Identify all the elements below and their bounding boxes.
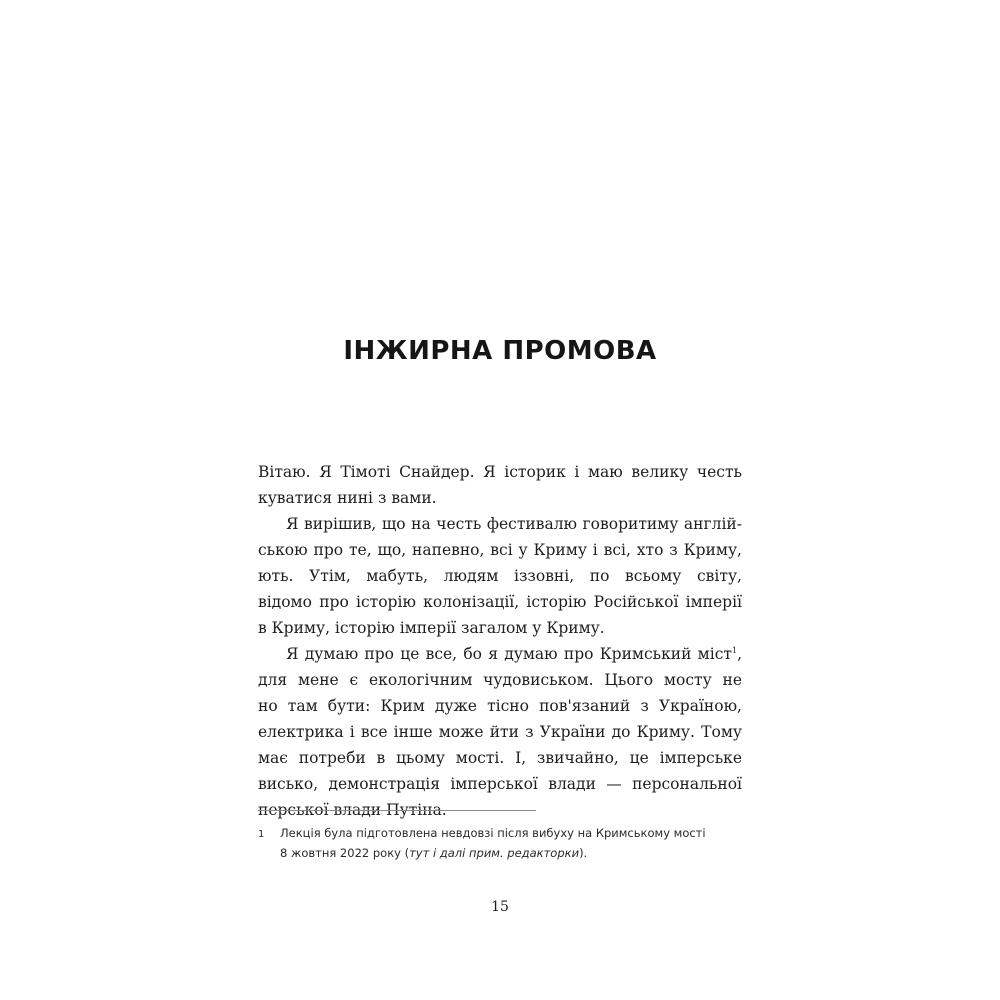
footnote-text-1: Лекція була підготовлена невдовзі після вибуху на Кримському мості xyxy=(280,826,706,840)
paragraph-2-line-3: ють. Утім, мабуть, людям іззовні, по всьому світу, xyxy=(258,567,742,585)
paragraph-2-line-1: Я вирішив, що на честь фестивалю говоритиму англій- xyxy=(286,515,742,533)
footnote-reference: 1 xyxy=(731,646,738,655)
paragraph-3-line-3: но там бути: Крим дуже тісно пов'язаний з Україною, xyxy=(258,697,742,715)
paragraph-3-line-7: перської влади Путіна. xyxy=(258,801,447,819)
paragraph-3-line-6: висько, демонстрація імперської влади — персональної xyxy=(258,775,742,793)
footnote-line-2 xyxy=(280,844,742,862)
paragraph-2-line-5: в Криму, історію імперії загалом у Криму. xyxy=(258,619,605,637)
paragraph-2-line-2: ською про те, що, напевно, всі у Криму і всі, хто з Криму, xyxy=(258,541,742,559)
footnote-separator xyxy=(258,810,536,811)
footnote-line-1 xyxy=(258,824,742,844)
paragraph-1-line-2: куватися нині з вами. xyxy=(258,489,437,507)
paragraph-3-line-1-tail: , xyxy=(737,645,742,663)
paragraph-3-line-5: має потреби в цьому мості. І, звичайно, це імперське xyxy=(258,749,742,767)
footnote-marker: 1 xyxy=(258,829,265,840)
paragraph-2-line-4: відомо про історію колонізації, історію Російської імперії xyxy=(258,593,742,611)
paragraph-3-line-2: для мене є екологічним чудовиськом. Цього мосту не xyxy=(258,671,742,689)
footnote-text-end: ). xyxy=(579,846,588,860)
paragraph-3-line-1 xyxy=(286,644,742,664)
footnote-text-2: 8 жовтня 2022 року ( xyxy=(280,846,410,860)
footnote-text-italic: тут і далі прим. редакторки xyxy=(409,846,580,860)
paragraph-3-line-4: електрика і все інше може йти з України до Криму. Тому xyxy=(258,723,742,741)
page-number: 15 xyxy=(491,899,509,915)
paragraph-3-line-1-text: Я думаю про це все, бо я думаю про Кримський міст xyxy=(286,645,732,663)
paragraph-1-line-1: Вітаю. Я Тімоті Снайдер. Я історик і маю велику честь xyxy=(258,463,742,481)
chapter-title: ІНЖИРНА ПРОМОВА xyxy=(343,336,657,366)
